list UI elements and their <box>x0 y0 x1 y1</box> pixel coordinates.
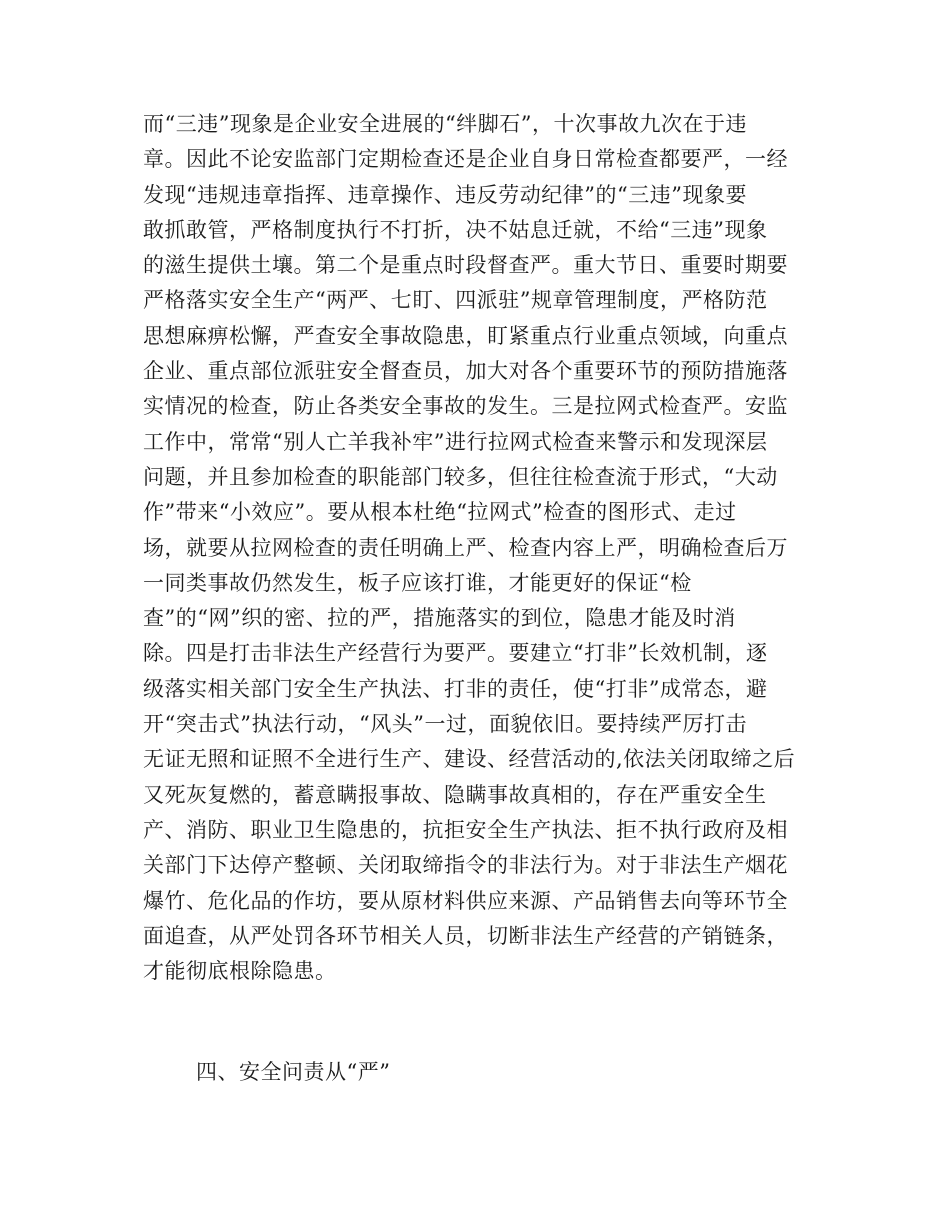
text-line: 除。四是打击非法生产经营行为要严。要建立“打非”长效机制，逐 <box>143 641 768 666</box>
text-line: 企业、重点部位派驻安全督查员，加大对各个重要环节的预防措施落 <box>143 359 788 384</box>
text-line: 又死灰复燃的，蓄意瞒报事故、隐瞒事故真相的，存在严重安全生 <box>143 782 767 807</box>
text-line: 查”的“网”织的密、拉的严，措施落实的到位，隐患才能及时消 <box>143 606 736 631</box>
text-line: 场，就要从拉网检查的责任明确上严、检查内容上严，明确检查后万 <box>143 535 788 560</box>
text-line: 的滋生提供土壤。第二个是重点时段督查严。重大节日、重要时期要 <box>143 253 788 278</box>
text-line: 作”带来“小效应”。要从根本杜绝“拉网式”检查的图形式、走过 <box>143 500 737 525</box>
text-line: 严格落实安全生产“两严、七盯、四派驻”规章管理制度，严格防范 <box>143 288 768 313</box>
text-line: 面追查，从严处罚各环节相关人员，切断非法生产经营的产销链条， <box>143 923 788 948</box>
text-line: 章。因此不论安监部门定期检查还是企业自身日常检查都要严，一经 <box>143 147 788 172</box>
text-line: 敢抓敢管，严格制度执行不打折，决不姑息迁就，不给“三违”现象 <box>143 217 768 242</box>
text-line: 而“三违”现象是企业安全进展的“绊脚石”，十次事故九次在于违 <box>143 112 747 136</box>
body-paragraph <box>143 107 813 989</box>
text-line: 才能彻底根除隐患。 <box>143 959 337 984</box>
text-line: 无证无照和证照不全进行生产、建设、经营活动的,依法关闭取缔之后 <box>143 747 796 772</box>
text-line: 产、消防、职业卫生隐患的，抗拒安全生产执法、拒不执行政府及相 <box>143 817 788 842</box>
text-line: 实情况的检查，防止各类安全事故的发生。三是拉网式检查严。安监 <box>143 394 788 419</box>
text-line: 爆竹、危化品的作坊，要从原材料供应来源、产品销售去向等环节全 <box>143 888 788 913</box>
text-line: 思想麻痹松懈，严查安全事故隐患，盯紧重点行业重点领域，向重点 <box>143 323 788 348</box>
text-line: 级落实相关部门安全生产执法、打非的责任，使“打非”成常态，避 <box>143 676 768 701</box>
text-line: 工作中，常常“别人亡羊我补牢”进行拉网式检查来警示和发现深层 <box>143 429 768 454</box>
text-line: 一同类事故仍然发生，板子应该打谁，才能更好的保证“检 <box>143 570 692 595</box>
text-line: 开“突击式”执法行动，“风头”一过，面貌依旧。要持续严厉打击 <box>143 712 747 737</box>
section-heading: 四、安全问责从“严” <box>196 1060 391 1084</box>
text-line: 发现“违规违章指挥、违章操作、违反劳动纪律”的“三违”现象要 <box>143 182 747 207</box>
text-line: 问题，并且参加检查的职能部门较多，但往往检查流于形式，“大动 <box>143 464 778 489</box>
text-line: 关部门下达停产整顿、关闭取缔指令的非法行为。对于非法生产烟花 <box>143 853 788 878</box>
